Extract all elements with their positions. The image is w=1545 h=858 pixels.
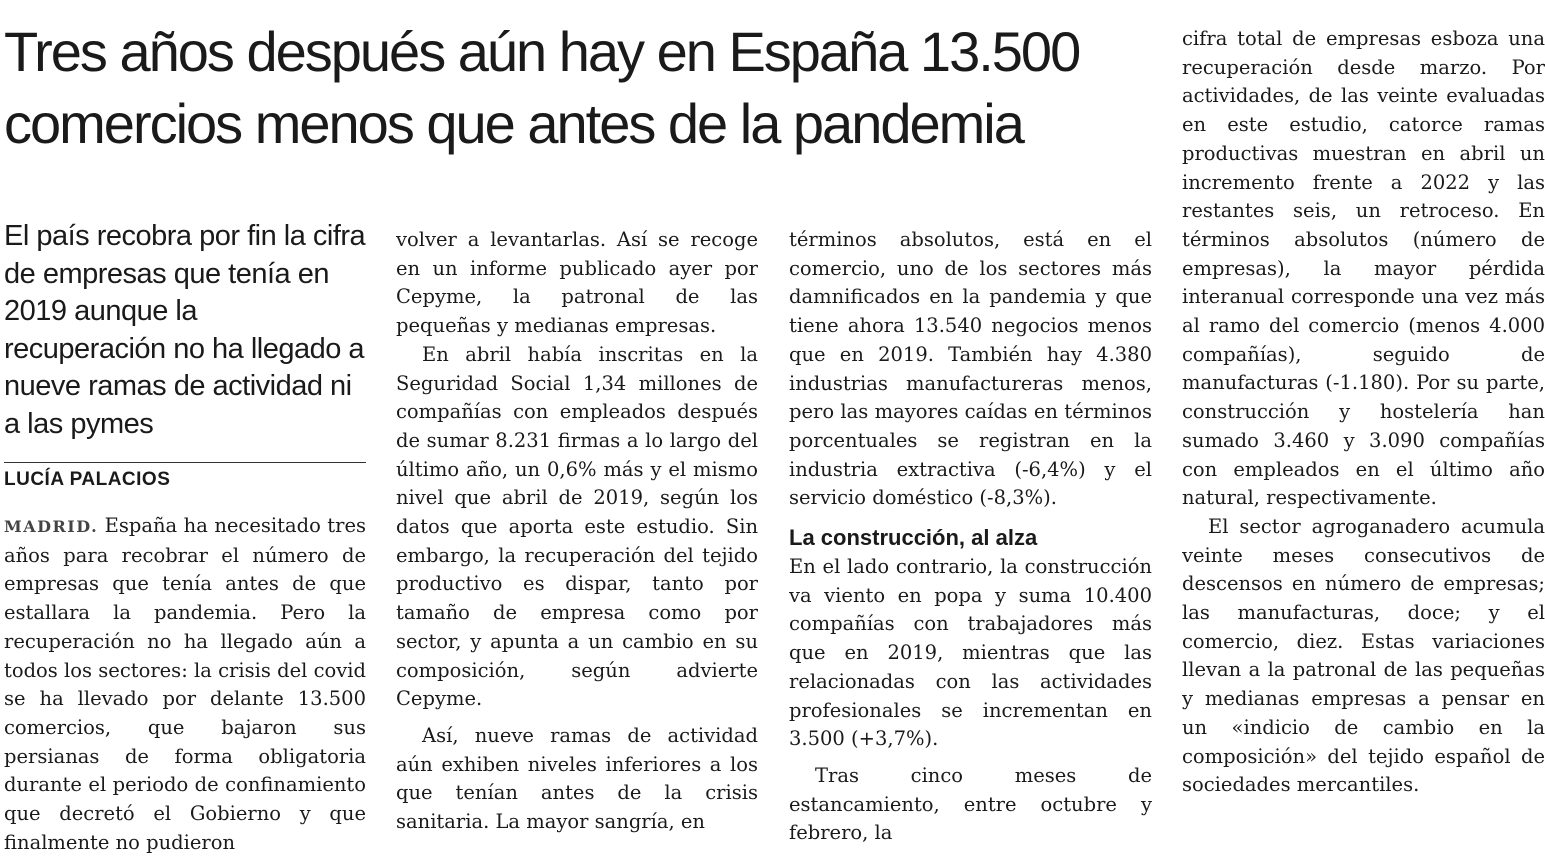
article-column-4 xyxy=(1182,25,1545,858)
paragraph: términos absolutos, está en el comercio, uno de los sectores más damnificados en la pandemia y que tiene ahora 13.540 negocios menos que en 2019. También hay 4.380 industrias manufactureras menos, pero las mayores caídas en términos porcentuales se registran en la industria extractiva (-6,4%) y el servicio doméstico (-8,3%). xyxy=(789,228,1152,510)
section-heading: La construcción, al alza xyxy=(789,525,1038,551)
paragraph: volver a levantarlas. Así se recoge en un informe publicado ayer por Cepyme, la patronal de las pequeñas y medianas empresas. xyxy=(396,228,758,338)
paragraph-gap xyxy=(396,714,758,722)
paragraph: El sector agroganadero acumula veinte meses consecutivos de descensos en número de empresas; las manufacturas, doce; y el comercio, diez. Estas variaciones llevan a la patronal de las pequeñas y medianas empresas a pensar en un «indicio de cambio en la composición» del tejido español de sociedades mercantiles. xyxy=(1182,514,1545,797)
paragraph-gap xyxy=(789,754,1152,762)
paragraph: Así, nueve ramas de actividad aún exhiben niveles inferiores a los que tenían antes de la crisis sanitaria. La mayor sangría, en xyxy=(396,723,758,834)
article-column-1 xyxy=(4,512,366,858)
paragraph: En el lado contrario, la construcción va viento en popa y suma 10.400 compañías con trabajadores más que en 2019, mientras que las relacionadas con las actividades profesionales se incrementan en 3.500 (+3,7%). xyxy=(789,555,1152,751)
subheadline: El país recobra por fin la cifra de empresas que tenía en 2019 aunque la recuperación no ha llegado a nueve ramas de actividad ni a las pymes xyxy=(4,220,366,440)
byline-divider xyxy=(4,462,366,463)
paragraph-text: España ha necesitado tres años para recobrar el número de empresas que tenía antes de que estallara la pandemia. Pero la recuperación no ha llegado aún a todos los sectores: la crisis del covid se ha llevado por delante 13.500 comercios, que bajaron sus persianas de forma obligatoria durante el periodo de confinamiento que decretó el Gobierno y que finalmente no pudieron xyxy=(4,514,366,854)
article-column-3 xyxy=(789,226,1152,858)
dateline: MADRID. xyxy=(4,517,99,536)
byline: LUCÍA PALACIOS xyxy=(4,469,171,490)
headline: Tres años después aún hay en España 13.500 comercios menos que antes de la pandemia xyxy=(4,20,1080,155)
paragraph: cifra total de empresas esboza una recuperación desde marzo. Por actividades, de las veinte evaluadas en este estudio, catorce ramas productivas muestran en abril un incremento frente a 2022 y las restantes seis, un retroceso. En términos absolutos (número de empresas), la mayor pérdida interanual corresponde una vez más al ramo del comercio (menos 4.000 compañías), seguido de manufacturas (-1.180). Por su parte, construcción y hostelería han sumado 3.460 y 3.090 compañías con empleados en el último año natural, respectivamente. xyxy=(1182,27,1545,510)
paragraph: En abril había inscritas en la Seguridad Social 1,34 millones de compañías con empleados después de sumar 8.231 firmas a lo largo del último año, un 0,6% más y el mismo nivel que abril de 2019, según los datos que aporta este estudio. Sin embargo, la recuperación del tejido productivo es dispar, tanto por tamaño de empresa como por sector, y apunta a un cambio en su composición, según advierte Cepyme. xyxy=(396,342,758,711)
article-column-2 xyxy=(396,226,758,858)
paragraph: Tras cinco meses de estancamiento, entre octubre y febrero, la xyxy=(789,763,1152,845)
paragraph xyxy=(4,512,366,857)
